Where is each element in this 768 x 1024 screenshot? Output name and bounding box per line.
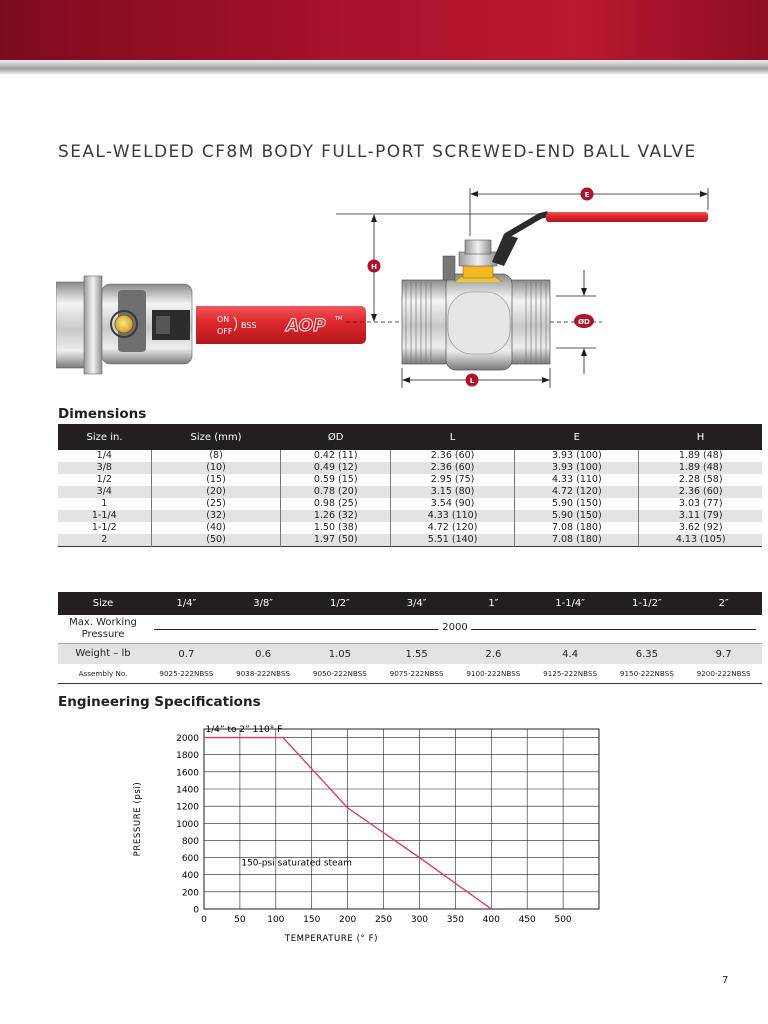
col-size-2: 2″ bbox=[685, 592, 762, 615]
table-row bbox=[58, 486, 762, 498]
dimensions-table bbox=[58, 424, 762, 547]
table-row bbox=[58, 534, 762, 547]
handle-on-text: ON bbox=[217, 315, 230, 324]
col-l: L bbox=[390, 424, 514, 450]
table-cell: 7.08 (180) bbox=[515, 522, 639, 534]
logo-tm-text: TM bbox=[335, 316, 343, 322]
table-cell: 1-1/2 bbox=[58, 522, 151, 534]
col-od: ØD bbox=[281, 424, 390, 450]
table-cell: 1.05 bbox=[302, 644, 379, 665]
table-cell: 9050-222NBSS bbox=[312, 669, 367, 678]
saturated-steam-annotation: 150-psi saturated steam bbox=[241, 858, 352, 869]
table-cell: 9075-222NBSS bbox=[389, 669, 444, 678]
x-tick-label: 100 bbox=[267, 915, 285, 925]
table-row bbox=[58, 522, 762, 534]
header-banner bbox=[0, 0, 768, 60]
y-tick-label: 1200 bbox=[176, 802, 199, 813]
table-cell: (40) bbox=[151, 522, 281, 534]
assembly-row bbox=[58, 664, 762, 684]
y-tick-label: 400 bbox=[181, 871, 199, 882]
table-cell: (15) bbox=[151, 474, 281, 486]
table-cell: (32) bbox=[151, 510, 281, 522]
plot-frame bbox=[204, 729, 599, 909]
table-row bbox=[58, 450, 762, 462]
table-cell: 9125-222NBSS bbox=[543, 669, 598, 678]
valve-top-view bbox=[56, 276, 366, 374]
mwp-value: 2000 bbox=[438, 622, 471, 633]
table-cell: 3.93 (100) bbox=[515, 462, 639, 474]
page-number: 7 bbox=[722, 975, 729, 986]
dim-label-e: E bbox=[584, 191, 590, 199]
dimensions-header-row bbox=[58, 424, 762, 450]
table-cell: 0.98 (25) bbox=[281, 498, 390, 510]
table-cell: 9038-222NBSS bbox=[236, 669, 291, 678]
y-tick-label: 200 bbox=[181, 888, 199, 899]
x-tick-label: 300 bbox=[410, 915, 429, 925]
x-tick-label: 150 bbox=[303, 915, 321, 925]
y-tick-label: 1000 bbox=[176, 819, 199, 830]
table-cell: 2 bbox=[58, 534, 151, 547]
specifications-table bbox=[58, 592, 762, 684]
table-cell: 0.42 (11) bbox=[281, 450, 390, 462]
table-row bbox=[58, 510, 762, 522]
col-size-3-4: 3/4″ bbox=[378, 592, 455, 615]
table-row bbox=[58, 498, 762, 510]
table-cell: (10) bbox=[151, 462, 281, 474]
table-cell: 4.72 (120) bbox=[390, 522, 514, 534]
y-tick-label: 0 bbox=[193, 905, 199, 916]
table-cell: 1/2 bbox=[58, 474, 151, 486]
size-range-annotation: 1/4” to 2” 110° F bbox=[205, 725, 283, 735]
table-cell: 7.08 (180) bbox=[515, 534, 639, 547]
pressure-temperature-chart bbox=[128, 720, 608, 950]
weight-label: Weight – lb bbox=[58, 644, 148, 665]
x-tick-label: 500 bbox=[554, 915, 572, 925]
table-cell: 1.50 (38) bbox=[281, 522, 390, 534]
x-axis-label: TEMPERATURE (° F) bbox=[284, 934, 379, 944]
y-axis-label: PRESSURE (psi) bbox=[133, 781, 143, 857]
table-row bbox=[58, 474, 762, 486]
valve-side-view bbox=[402, 212, 708, 370]
table-cell: 0.49 (12) bbox=[281, 462, 390, 474]
col-e: E bbox=[515, 424, 639, 450]
table-cell: 5.51 (140) bbox=[390, 534, 514, 547]
x-tick-label: 0 bbox=[201, 915, 207, 925]
table-cell: 1 bbox=[58, 498, 151, 510]
table-cell: 9150-222NBSS bbox=[619, 669, 674, 678]
table-cell: 9100-222NBSS bbox=[466, 669, 521, 678]
table-cell: 9200-222NBSS bbox=[696, 669, 751, 678]
chart-grid bbox=[204, 729, 599, 909]
table-cell: (25) bbox=[151, 498, 281, 510]
x-tick-label: 250 bbox=[374, 915, 393, 925]
col-size-1-1-4: 1-1/4″ bbox=[532, 592, 609, 615]
col-size-1-4: 1/4″ bbox=[148, 592, 225, 615]
header-silver-band bbox=[0, 60, 768, 74]
table-cell: (8) bbox=[151, 450, 281, 462]
table-cell: 0.78 (20) bbox=[281, 486, 390, 498]
assembly-label: Assembly No. bbox=[78, 668, 128, 678]
table-cell: 2.6 bbox=[455, 644, 532, 665]
table-cell: 0.7 bbox=[148, 644, 225, 665]
mwp-label: Max. Working Pressure bbox=[58, 615, 148, 644]
col-size-1: 1″ bbox=[455, 592, 532, 615]
spec-header-row bbox=[58, 592, 762, 615]
table-cell: 3/4 bbox=[58, 486, 151, 498]
table-cell: 1.89 (48) bbox=[639, 462, 762, 474]
table-cell: 1.97 (50) bbox=[281, 534, 390, 547]
x-tick-label: 50 bbox=[234, 915, 246, 925]
page-title: SEAL-WELDED CF8M BODY FULL-PORT SCREWED-END BALL VALVE bbox=[58, 142, 697, 162]
table-cell: 2.95 (75) bbox=[390, 474, 514, 486]
table-cell: 4.13 (105) bbox=[639, 534, 762, 547]
table-cell: 3.03 (77) bbox=[639, 498, 762, 510]
table-cell: 9025-222NBSS bbox=[159, 669, 214, 678]
table-cell: 3.54 (90) bbox=[390, 498, 514, 510]
x-tick-label: 200 bbox=[339, 915, 357, 925]
table-cell: 4.72 (120) bbox=[515, 486, 639, 498]
aop-logo-text: AOP bbox=[286, 316, 326, 336]
chart-ticks bbox=[176, 734, 572, 925]
table-cell: (20) bbox=[151, 486, 281, 498]
table-cell: 9.7 bbox=[685, 644, 762, 665]
table-cell: 4.4 bbox=[532, 644, 609, 665]
table-cell: 0.6 bbox=[225, 644, 302, 665]
mwp-span-cell bbox=[148, 615, 762, 644]
table-cell: 1.55 bbox=[378, 644, 455, 665]
table-cell: 3.15 (80) bbox=[390, 486, 514, 498]
y-tick-label: 800 bbox=[181, 836, 199, 847]
x-tick-label: 350 bbox=[446, 915, 464, 925]
product-drawing bbox=[56, 178, 716, 396]
y-tick-label: 1400 bbox=[176, 785, 199, 796]
handle-off-text: OFF bbox=[217, 327, 233, 336]
x-tick-label: 450 bbox=[518, 915, 536, 925]
table-row bbox=[58, 462, 762, 474]
table-cell: 1.26 (32) bbox=[281, 510, 390, 522]
weight-row bbox=[58, 644, 762, 665]
handle-bss-text: BSS bbox=[241, 321, 257, 330]
col-size-1-1-2: 1-1/2″ bbox=[609, 592, 686, 615]
y-tick-label: 1800 bbox=[176, 751, 199, 762]
table-cell: 2.28 (58) bbox=[639, 474, 762, 486]
table-cell: 5.90 (150) bbox=[515, 510, 639, 522]
table-cell: 6.35 bbox=[609, 644, 686, 665]
table-cell: 1-1/4 bbox=[58, 510, 151, 522]
col-size-mm: Size (mm) bbox=[151, 424, 281, 450]
dim-label-od: ØD bbox=[578, 318, 590, 326]
chart-annotations bbox=[205, 725, 351, 868]
col-size-1-2: 1/2″ bbox=[302, 592, 379, 615]
table-cell: 3/8 bbox=[58, 462, 151, 474]
table-cell: 0.59 (15) bbox=[281, 474, 390, 486]
y-tick-label: 1600 bbox=[176, 768, 199, 779]
table-cell: (50) bbox=[151, 534, 281, 547]
table-cell: 3.11 (79) bbox=[639, 510, 762, 522]
engineering-heading: Engineering Specifications bbox=[58, 694, 261, 710]
dimensions-heading: Dimensions bbox=[58, 406, 147, 422]
table-cell: 3.62 (92) bbox=[639, 522, 762, 534]
table-cell: 1.89 (48) bbox=[639, 450, 762, 462]
col-size-in: Size in. bbox=[58, 424, 151, 450]
col-h: H bbox=[639, 424, 762, 450]
y-tick-label: 600 bbox=[181, 854, 199, 865]
dim-label-l: L bbox=[469, 377, 475, 385]
table-cell: 3.93 (100) bbox=[515, 450, 639, 462]
col-size: Size bbox=[58, 592, 148, 615]
dim-label-h: H bbox=[371, 263, 377, 271]
table-cell: 1/4 bbox=[58, 450, 151, 462]
table-cell: 4.33 (110) bbox=[515, 474, 639, 486]
table-cell: 2.36 (60) bbox=[390, 450, 514, 462]
table-cell: 2.36 (60) bbox=[390, 462, 514, 474]
table-cell: 2.36 (60) bbox=[639, 486, 762, 498]
table-cell: 5.90 (150) bbox=[515, 498, 639, 510]
table-cell: 4.33 (110) bbox=[390, 510, 514, 522]
max-working-pressure-row bbox=[58, 615, 762, 644]
col-size-3-8: 3/8″ bbox=[225, 592, 302, 615]
x-tick-label: 400 bbox=[482, 915, 500, 925]
y-tick-label: 2000 bbox=[176, 734, 199, 745]
